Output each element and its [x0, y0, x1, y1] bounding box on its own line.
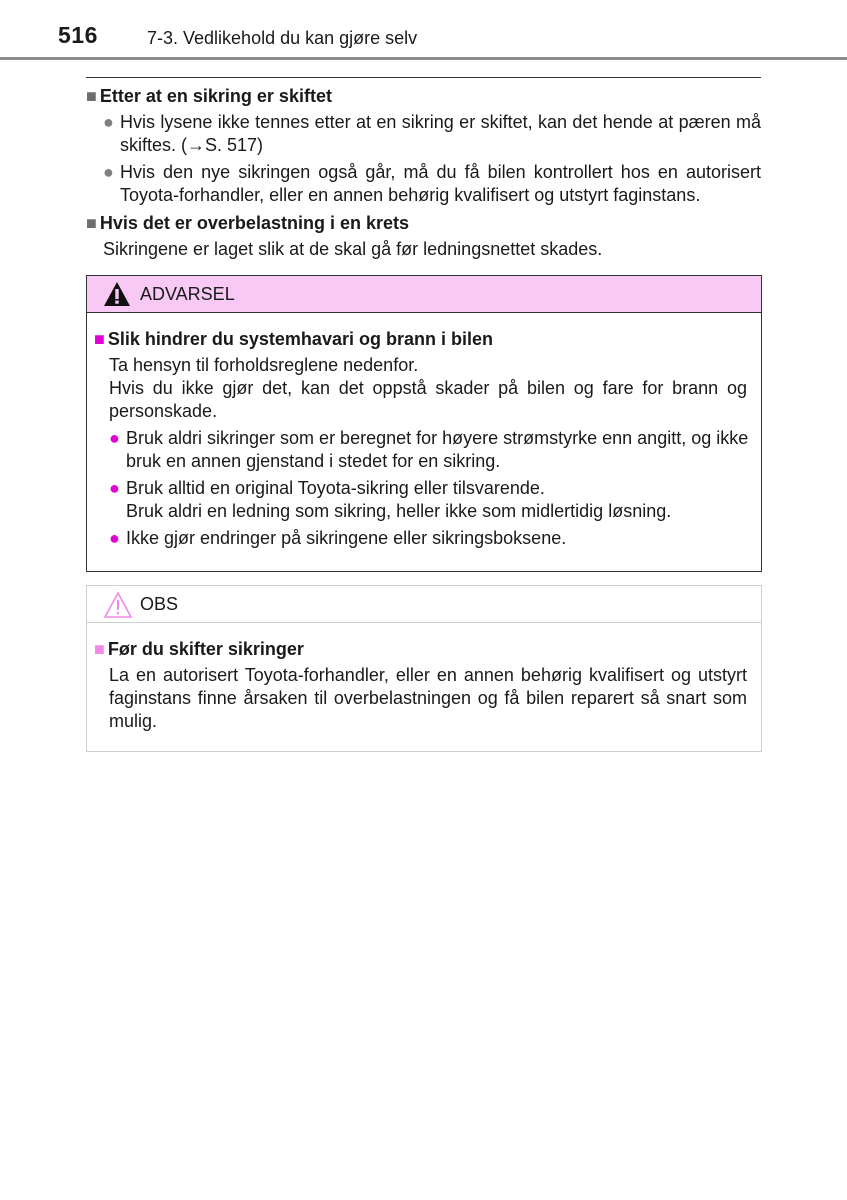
- gray-circle-icon: ●: [103, 112, 114, 132]
- notice-header: [87, 586, 761, 623]
- warning-text: Hvis du ikke gjør det, kan det oppstå skader på bilen og fare for brann og personskade.: [109, 378, 747, 421]
- notice-heading: ■ Før du skifter sikringer: [94, 639, 304, 659]
- magenta-circle-icon: ●: [109, 478, 120, 498]
- list-item: ● Hvis lysene ikke tennes etter at en sikring er skiftet, kan det hende at pæren må skiftes. (→S. 517): [103, 112, 761, 155]
- list-item: ● Bruk aldri sikringer som er beregnet for høyere strømstyrke enn angitt, og ikke bruk en annen gjenstand i stedet for en sikring.: [109, 428, 749, 471]
- notice-text: La en autorisert Toyota-forhandler, eller en annen behørig kvalifisert og utstyrt faginstans finne årsaken til overbelastningen og få bilen reparert så snart som mulig.: [109, 665, 747, 731]
- magenta-circle-icon: ●: [109, 428, 120, 448]
- gray-circle-icon: ●: [103, 162, 114, 182]
- warning-text: Ta hensyn til forholdsreglene nedenfor.: [109, 355, 419, 375]
- gray-square-icon: ■: [86, 213, 97, 233]
- warning-heading: ■ Slik hindrer du systemhavari og brann i bilen: [94, 329, 493, 349]
- caution-triangle-outline-icon: [103, 591, 133, 624]
- section-text: Sikringene er laget slik at de skal gå før ledningsnettet skades.: [103, 239, 603, 259]
- content-rule: [86, 77, 761, 78]
- section-heading-after-fuse-replaced: ■ Etter at en sikring er skiftet: [86, 86, 332, 106]
- warning-triangle-icon: [103, 281, 131, 312]
- warning-header: [87, 276, 761, 313]
- warning-label: ADVARSEL: [140, 284, 235, 304]
- list-item-continuation: Bruk aldri en ledning som sikring, heller ikke som midlertidig løsning.: [126, 501, 672, 521]
- magenta-square-icon: ■: [94, 329, 105, 349]
- header-rule: [0, 57, 847, 60]
- section-heading-circuit-overload: ■ Hvis det er overbelastning i en krets: [86, 213, 409, 233]
- notice-label: OBS: [140, 594, 179, 614]
- gray-square-icon: ■: [86, 86, 97, 106]
- warning-box: [86, 275, 762, 572]
- notice-box: [86, 585, 762, 752]
- light-magenta-square-icon: ■: [94, 639, 105, 659]
- list-item: ● Ikke gjør endringer på sikringene eller sikringsboksene.: [109, 528, 567, 548]
- magenta-circle-icon: ●: [109, 528, 120, 548]
- list-item: ● Hvis den nye sikringen også går, må du få bilen kontrollert hos en autorisert Toyota-forhandler, eller en annen behørig kvalifisert og utstyrt faginstans.: [103, 162, 761, 205]
- page-number: 516: [58, 22, 98, 48]
- chapter-title: 7-3. Vedlikehold du kan gjøre selv: [147, 28, 418, 48]
- list-item: ● Bruk alltid en original Toyota-sikring eller tilsvarende.: [109, 478, 545, 498]
